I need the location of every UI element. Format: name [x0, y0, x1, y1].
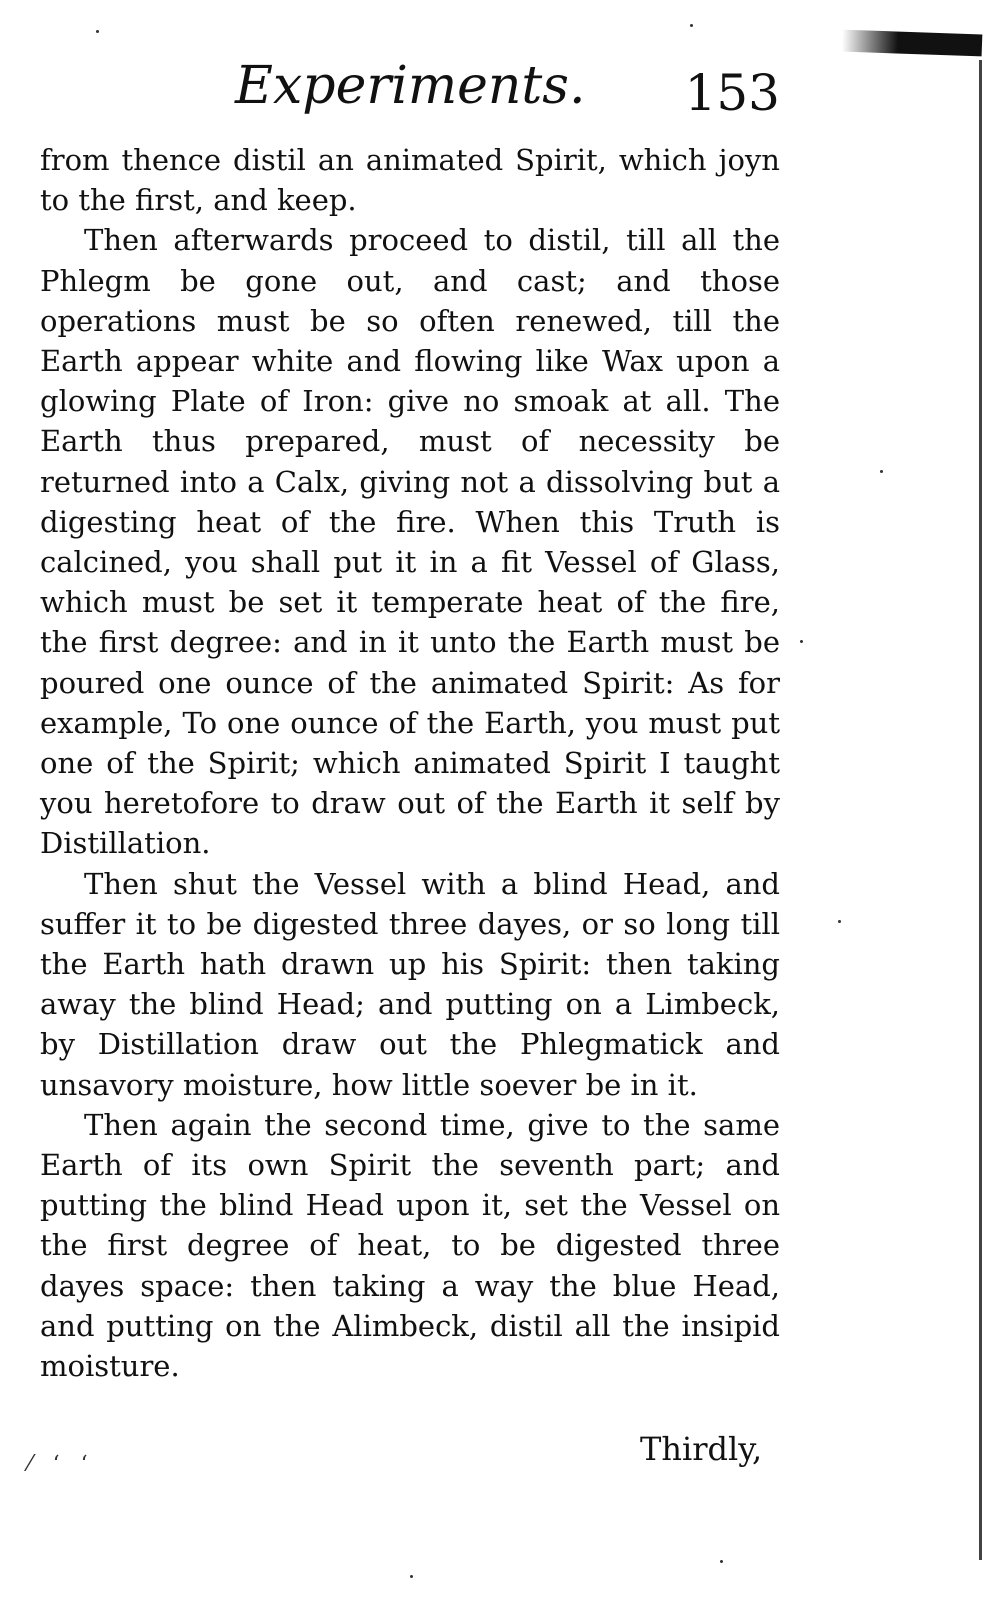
speck: [410, 1575, 413, 1578]
speck: [720, 1560, 723, 1563]
paragraph: Then shut the Vessel with a blind Head, and suffer it to be digested three dayes, or so long till the Earth hath drawn up his Spirit: then taking away the blind Head; and putting on a Limbeck, by Distillation draw out the Phlegmatick and unsavory moisture, how little soever be in it.: [40, 866, 780, 1102]
running-head: Experiments.: [235, 56, 586, 116]
paragraph: Then again the second time, give to the same Earth of its own Spirit the seventh part; and putting the blind Head upon it, set the Vessel on the first degree of heat, to be digested three dayes space: then taking a way the blue Head, and putting on the Alimbeck, distil all the insipid moisture.: [40, 1107, 780, 1384]
ink-blot: [842, 30, 983, 57]
speck: [96, 30, 99, 33]
paragraph: Then afterwards proceed to distil, till all the Phlegm be gone out, and cast; and those operations must be so often renewed, till the Earth appear white and flowing like Wax upon a glowing Plate of Iron: give no smoak at all. The Earth thus prepared, must of necessity be returned into a Calx, giving not a dissolving but a digesting heat of the fire. When this Truth is calcined, you shall put it in a fit Vessel of Glass, which must be set it temperate heat of the fire, the first degree: and in it unto the Earth must be poured one ounce of the animated Spirit: As for example, To one ounce of the Earth, you must put one of the Spirit; which animated Spirit I taught you heretofore to draw out of the Earth it self by Distillation.: [40, 223, 780, 861]
body-text: [40, 140, 780, 1386]
speck: [880, 470, 883, 473]
page-header: [40, 56, 780, 136]
speck: [800, 640, 803, 643]
paragraph: from thence distil an animated Spirit, which joyn to the first, and keep.: [40, 143, 780, 218]
page-edge: [979, 60, 982, 1560]
catchword: Thirdly,: [640, 1430, 763, 1468]
speck: [838, 920, 841, 923]
speck: [690, 24, 693, 27]
page-number: 153: [684, 64, 780, 122]
stray-marks: ⁄ ‘ ‘: [28, 1452, 88, 1477]
